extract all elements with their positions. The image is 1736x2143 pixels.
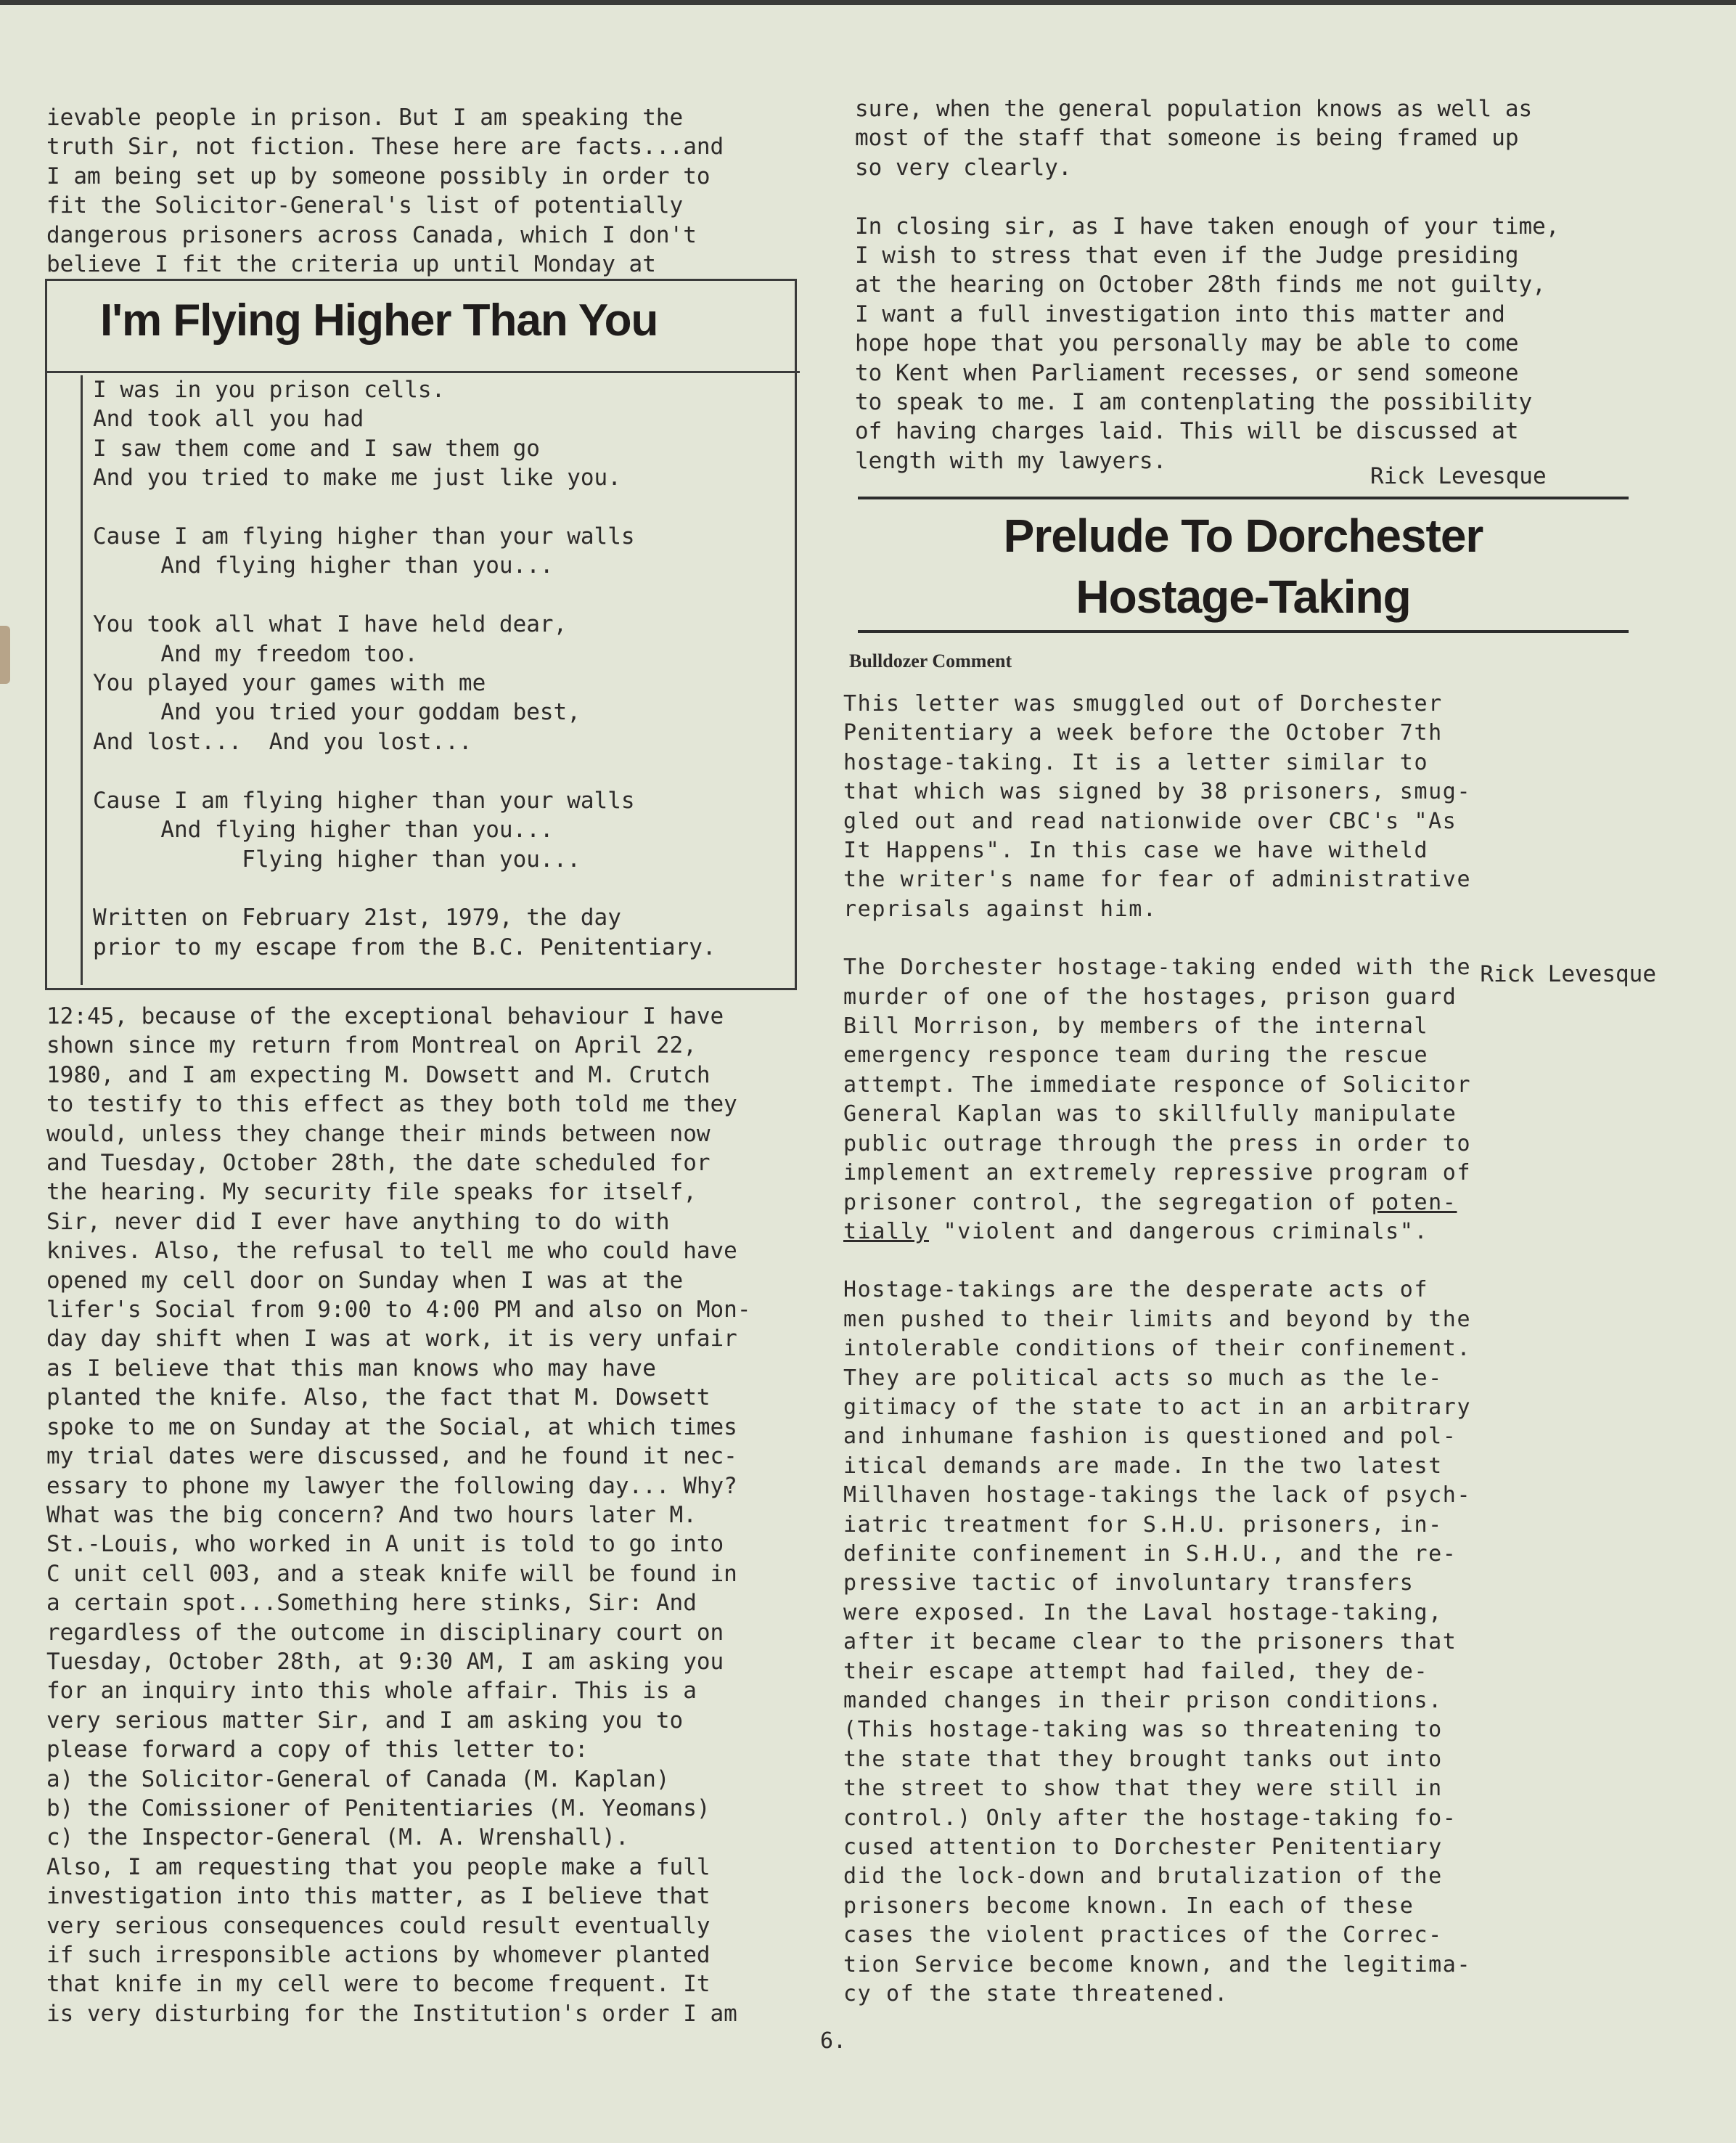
article-title — [858, 505, 1629, 627]
poem-title: I'm Flying Higher Than You — [100, 295, 658, 346]
page-number: 6. — [820, 2028, 847, 2054]
article-body — [843, 690, 1649, 2025]
poem-title-box — [45, 279, 800, 373]
title-rule-top — [858, 497, 1629, 499]
article-title-line1: Prelude To Dorchester — [1003, 510, 1483, 562]
article-paragraph-2-text: The Dorchester hostage-taking ended with the murder of one of the hostages, prison guard Bill Morrison, by members of the internal emergency responce team during the rescue attempt. The immediate responce of Solicitor General Kaplan was to skillfully manipulate public outrage through the press in order to implement an extremely repressive program of prisoner control, the segregation of — [843, 955, 1472, 1215]
poem-inner-frame — [81, 375, 787, 985]
article-title-line2: Hostage-Taking — [1076, 571, 1411, 623]
article-paragraph-1: This letter was smuggled out of Dorchester Penitentiary a week before the October 7th hostage-taking. It is a letter similar to that which was signed by 38 prisoners, smug- gled out and read nationwide over CBC's "As It Happens". In this case we have witheld the writer's name for fear of administrative reprisals against him. — [843, 691, 1472, 922]
letter-text-bottom: 12:45, because of the exceptional behaviour I have shown since my return from Montreal on April 22, 1980, and I am expecting M. Dowsett and M. Crutch to testify to this effect as they both told me they would, unless they change their minds between now and Tuesday, October 28th, the date scheduled for the hearing. My security file speaks for itself, Sir, never did I ever have anything to do with knives. Also, the refusal to tell me who could have opened my cell door on Sunday when I was at the lifer's Social from 9:00 to 4:00 PM and also on Mon- day day shift when I was at work, it is very unfair as I believe that this man knows who may have planted the knife. Also, the fact that M. Dowsett spoke to me on Sunday at the Social, at which times my trial dates were discussed, and he found it nec- essary to phone my lawyer the following day... Why? What was the big concern? And two hours later M. St.-Louis, who worked in A unit is told to go into C unit cell 003, and a steak knife will be found in a certain spot...Something here stinks, Sir: And regardless of the outcome in disciplinary court on Tuesday, October 28th, at 9:30 AM, I am asking you for an inquiry into this whole affair. This is a very serious matter Sir, and I am asking you to please forward a copy of this letter to: a) the Solicitor-General of Canada (M. Kaplan) b) the Comissioner of Penitentiaries (M. Yeomans) c) the Inspector-General (M. A. Wrenshall). Also, I am requesting that you people make a full investigation into this matter, as I believe that very serious consequences could result eventually if such irresponsible actions by whomever planted that knife in my cell were to become frequent. It is very disturbing for the Institution's order I am — [46, 1003, 751, 2027]
byline: Bulldozer Comment — [849, 650, 1012, 672]
article-paragraph-2 — [843, 953, 1649, 1246]
letter-signature: Rick Levesque — [1370, 463, 1547, 489]
article-paragraph-3: Hostage-takings are the desperate acts of men pushed to their limits and beyond by the intolerable conditions of their confinement. They are political acts so much as the le- gitimacy of the state to act in an arbitrary and inhumane fashion is questioned and pol- itical demands are made. In the two latest Millhaven hostage-takings the lack of psych- iatric treatment for S.H.U. prisoners, in- definite confinement in S.H.U., and the re- pressive tactic of involuntary transfers were exposed. In the Laval hostage-taking, after it became clear to the prisoners that their escape attempt had failed, they de- manded changes in their prison conditions. (This hostage-taking was so threatening to the state that they brought tanks out into the street to show that they were still in control.) Only after the hostage-taking fo- cused attention to Dorchester Penitentiary did the lock-down and brutalization of the prisoners become known. In each of these cases the violent practices of the Correc- tion Service become known, and the legitima- cy of the state threatened. — [843, 1277, 1472, 2007]
letter-closing — [855, 94, 1646, 494]
poem-box — [45, 279, 797, 990]
binding-tab — [0, 626, 10, 684]
letter-continuation-bottom — [46, 1002, 816, 2033]
page-top-edge — [0, 0, 1736, 5]
letter-continuation-top — [46, 103, 787, 277]
letter-text-top: ievable people in prison. But I am speaking the truth Sir, not fiction. These here are facts...and I am being set up by someone possibly in order to fit the Solicitor-General's list of potentially dangerous prisoners across Canada, which I don't believe I fit the criteria up until Monday at — [46, 105, 724, 277]
article-paragraph-2-end: "violent and dangerous criminals". — [928, 1218, 1429, 1244]
letter-text-right: sure, when the general population knows as well as most of the staff that someone is being framed up so very clearly. In closing sir, as I have taken enough of your time, I wish to stress that even if the Judge presiding at the hearing on October 28th finds me not guilty, I want a full investigation into this matter and hope hope that you personally may be able to come to Kent when Parliament recesses, or send someone to speak to me. I am contenplating the possibility of having charges laid. This will be discussed at length with my lawyers. — [855, 96, 1560, 474]
underlined-word-part1: poten- — [1371, 1189, 1457, 1215]
underlined-word-part2: tially — [843, 1218, 929, 1244]
poem-text: I was in you prison cells. And took all you had I saw them come and I saw them go And you tried to make me just like you. Cause I am flying higher than your walls And flying higher than you... You took all what I have held dear, And my freedom too. You played your games with me And you tried your goddam best, And lost... And you lost... Cause I am flying higher than your walls And flying higher than you... Flying higher than you... Written on February 21st, 1979, the day prior to my escape from the B.C. Penitentiary. — [93, 377, 716, 960]
poem-signature: Rick Levesque — [1480, 961, 1656, 987]
title-rule-bottom — [858, 630, 1629, 633]
